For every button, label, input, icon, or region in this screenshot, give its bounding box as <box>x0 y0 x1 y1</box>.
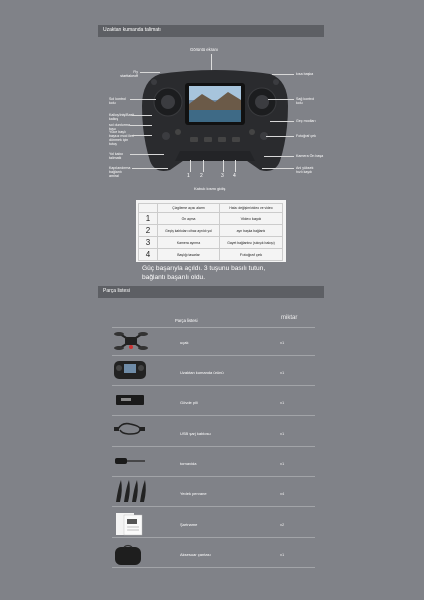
part-name: Uzaktan kumanda ürünü <box>180 370 224 375</box>
divider <box>112 506 315 507</box>
right-label-highspeed: Ani yüksek hızlı kaydı <box>296 166 314 174</box>
section-title: Parça listesi <box>103 288 130 294</box>
table-cell: Geçiş kabloları cihaz ayrıldı yol <box>158 225 220 237</box>
pointer <box>130 125 152 126</box>
pointer <box>132 135 152 136</box>
part-name: Yedek pervane <box>180 491 207 496</box>
bottom-label: Kabuk kısmı gidiş <box>194 186 226 191</box>
section-title: Uzaktan kumanda talimatı <box>103 27 161 33</box>
table-cell-num: 3 <box>139 237 158 249</box>
table-cell: Ön açma <box>158 213 220 225</box>
divider <box>112 537 315 538</box>
part-name: Gövde pili <box>180 400 198 405</box>
section-header-instructions <box>98 25 324 37</box>
table-row <box>139 225 283 237</box>
table-cell-num: 4 <box>139 249 158 261</box>
left-label-left-stick: Sol kontrol kolu <box>109 97 126 105</box>
table-row <box>139 237 283 249</box>
button-number-3: 3 <box>221 173 224 179</box>
table-cell: Başlığı tasarlar <box>158 249 220 261</box>
pointer <box>235 160 236 172</box>
part-name: tornavida <box>180 461 197 466</box>
pointer <box>203 160 204 172</box>
part-qty: x1 <box>280 552 285 557</box>
part-qty: x2 <box>280 522 285 527</box>
table-row <box>139 249 283 261</box>
table-cell: Gayet bağlantısı (sıkışık bakışı) <box>220 237 283 249</box>
right-label-short: kısa başka <box>296 72 314 76</box>
pointer <box>262 168 294 169</box>
part-qty: x1 <box>280 431 285 436</box>
left-label-pairing: Kapılandırma bağlantı amiral <box>109 166 131 178</box>
part-qty: x1 <box>280 370 285 375</box>
battery-icon <box>115 394 145 406</box>
part-qty: x1 <box>280 340 285 345</box>
pointer <box>132 115 152 116</box>
part-qty: x1 <box>280 461 285 466</box>
divider <box>112 567 315 568</box>
left-label-headless: Yüce başlı başsız mod ileri dönmek için tutuş <box>109 130 134 146</box>
pointer <box>190 160 191 172</box>
table-cell: ayrı başka bağlantı <box>220 225 283 237</box>
bag-icon <box>114 544 142 566</box>
pointer <box>140 72 160 73</box>
part-name: Aksesuar çantası <box>180 552 211 557</box>
divider <box>112 415 315 416</box>
divider <box>112 327 315 328</box>
right-label-photo: Fotoğraf çek <box>296 134 316 138</box>
button-number-2: 2 <box>200 173 203 179</box>
remote-controller-image <box>140 66 290 179</box>
screen-label: Görüntü ekranı <box>190 47 218 52</box>
right-label-modes: Geç modları <box>296 119 316 123</box>
button-number-4: 4 <box>233 173 236 179</box>
divider <box>112 476 315 477</box>
pointer <box>272 74 294 75</box>
part-qty: x4 <box>280 491 285 496</box>
table-cell-num: 2 <box>139 225 158 237</box>
table-header: Hata: değişim/video ve video <box>220 204 283 213</box>
function-table <box>138 203 283 261</box>
col-header-name: Parça listesi <box>175 318 198 323</box>
divider <box>112 355 315 356</box>
table-cell: Video kaydı <box>220 213 283 225</box>
left-label-takeoff: Fly starttakeoff <box>120 70 138 78</box>
usb-cable-icon <box>114 420 146 438</box>
part-name: uçak <box>180 340 189 345</box>
table-header-row <box>139 204 283 213</box>
screwdriver-icon <box>114 456 146 466</box>
table-cell: Kamera ayırma <box>158 237 220 249</box>
left-label-stop: sol durdurma tuşu <box>109 123 130 131</box>
manual-icon <box>114 511 144 537</box>
divider <box>112 385 315 386</box>
part-name: USB şarj kablosu <box>180 431 211 436</box>
right-label-right-stick: Sağ kontrol kolu <box>296 97 315 105</box>
col-header-qty: miktar <box>281 315 298 321</box>
right-label-camera: Kamera Ön başa <box>296 154 324 158</box>
divider <box>112 446 315 447</box>
table-header: Çizgileme açısı alarm <box>158 204 220 213</box>
pointer <box>270 121 294 122</box>
left-label-path: Yol kalıcı talimatlı <box>109 152 124 160</box>
button-number-1: 1 <box>187 173 190 179</box>
pointer <box>130 99 156 100</box>
part-name: Şartname <box>180 522 198 527</box>
table-row <box>139 213 283 225</box>
propeller-icon <box>113 478 149 504</box>
remote-icon <box>113 360 147 380</box>
table-cell: Fotoğraf çek <box>220 249 283 261</box>
section-header-parts <box>98 286 324 298</box>
pointer <box>264 156 294 157</box>
table-cell-num: 1 <box>139 213 158 225</box>
drone-icon <box>114 330 148 352</box>
pairing-note: Güç başarıyla açıldı. 3 tuşunu basılı tutun, bağlantı başarılı oldu. <box>142 265 266 281</box>
pointer <box>268 99 294 100</box>
part-qty: x1 <box>280 400 285 405</box>
pointer <box>223 160 224 172</box>
pointer <box>130 154 164 155</box>
pointer <box>266 136 294 137</box>
pointer <box>132 168 168 169</box>
left-label-takeoff-land: Kalkış/iniş/Basit kalkış <box>109 113 135 121</box>
